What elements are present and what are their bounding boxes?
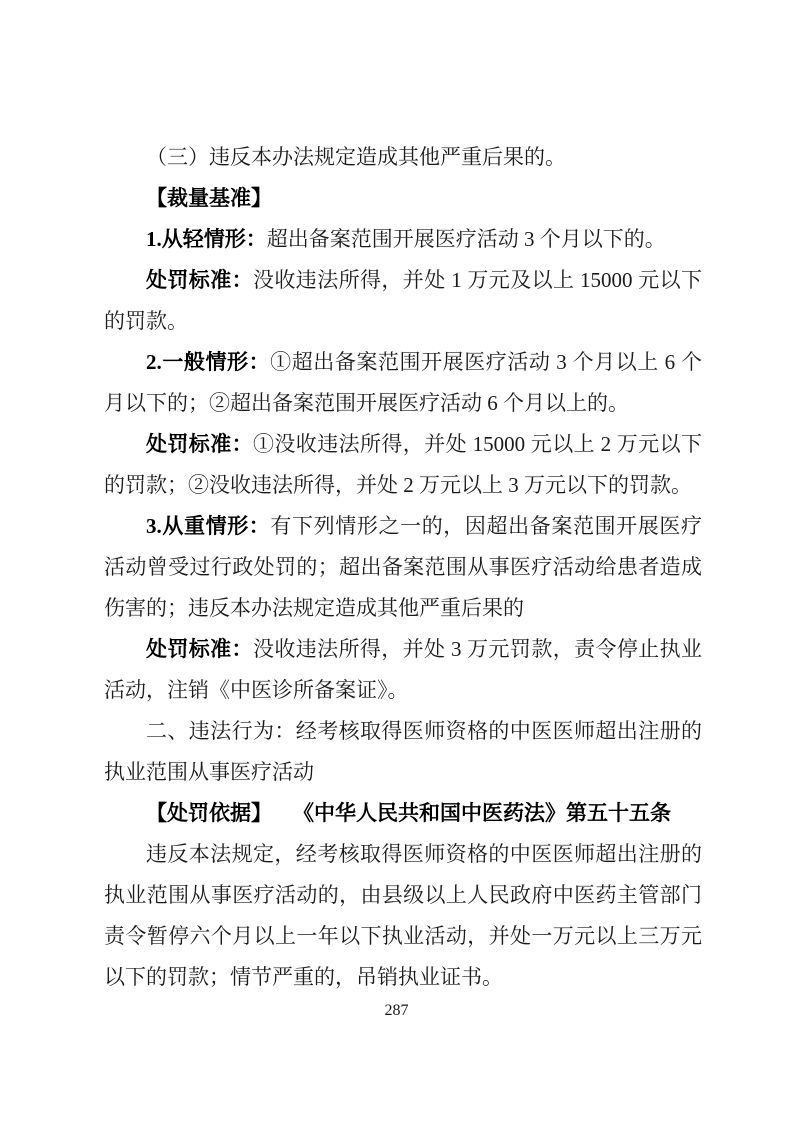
paragraph-2 — [104, 178, 702, 219]
paragraph-3 — [104, 219, 702, 260]
emphasis-text: 2.一般情形： — [146, 350, 271, 374]
paragraph-9 — [104, 711, 702, 793]
paragraph-4 — [104, 260, 702, 342]
body-text: 没收违法所得，并处 1 万元及以上 15000 元以下的罚款。 — [104, 268, 702, 333]
page-number: 287 — [384, 1002, 409, 1019]
emphasis-text: 1.从轻情形： — [146, 227, 267, 251]
paragraph-7 — [104, 506, 702, 629]
body-text: 有下列情形之一的，因超出备案范围开展医疗活动曾受过行政处罚的；超出备案范围从事医疗活动给患者造成伤害的；违反本办法规定造成其他严重后果的 — [104, 514, 703, 620]
emphasis-text: 【处罚依据】 《中华人民共和国中医药法》第五十五条 — [146, 801, 671, 825]
body-text: 违反本法规定，经考核取得医师资格的中医医师超出注册的执业范围从事医疗活动的，由县级以上人民政府中医药主管部门责令暂停六个月以上一年以下执业活动，并处一万元以上三万元以下的罚款；情节严重的，吊销执业证书。 — [104, 842, 702, 989]
emphasis-text: 【裁量基准】 — [146, 186, 272, 210]
page-footer — [0, 999, 793, 1023]
paragraph-1 — [104, 137, 702, 178]
body-text: 没收违法所得，并处 3 万元罚款，责令停止执业活动，注销《中医诊所备案证》。 — [104, 637, 703, 702]
paragraph-5 — [104, 342, 702, 424]
emphasis-text: 处罚标准： — [146, 637, 253, 661]
body-text: （三）违反本办法规定造成其他严重后果的。 — [146, 145, 566, 169]
emphasis-text: 处罚标准： — [146, 268, 253, 292]
body-text: 二、违法行为：经考核取得医师资格的中医医师超出注册的执业范围从事医疗活动 — [104, 719, 702, 784]
body-text: ①没收违法所得，并处 15000 元以上 2 万元以下的罚款；②没收违法所得，并处 2 万元以上 3 万元以下的罚款。 — [104, 432, 702, 497]
paragraph-6 — [104, 424, 702, 506]
paragraph-11 — [104, 834, 702, 998]
paragraph-10 — [104, 793, 702, 834]
emphasis-text: 3.从重情形： — [146, 514, 271, 538]
emphasis-text: 处罚标准： — [146, 432, 253, 456]
paragraph-8 — [104, 629, 702, 711]
body-text: ①超出备案范围开展医疗活动 3 个月以上 6 个月以下的；②超出备案范围开展医疗活动 6 个月以上的。 — [104, 350, 703, 415]
document-body — [104, 137, 702, 998]
body-text: 超出备案范围开展医疗活动 3 个月以下的。 — [266, 227, 666, 251]
